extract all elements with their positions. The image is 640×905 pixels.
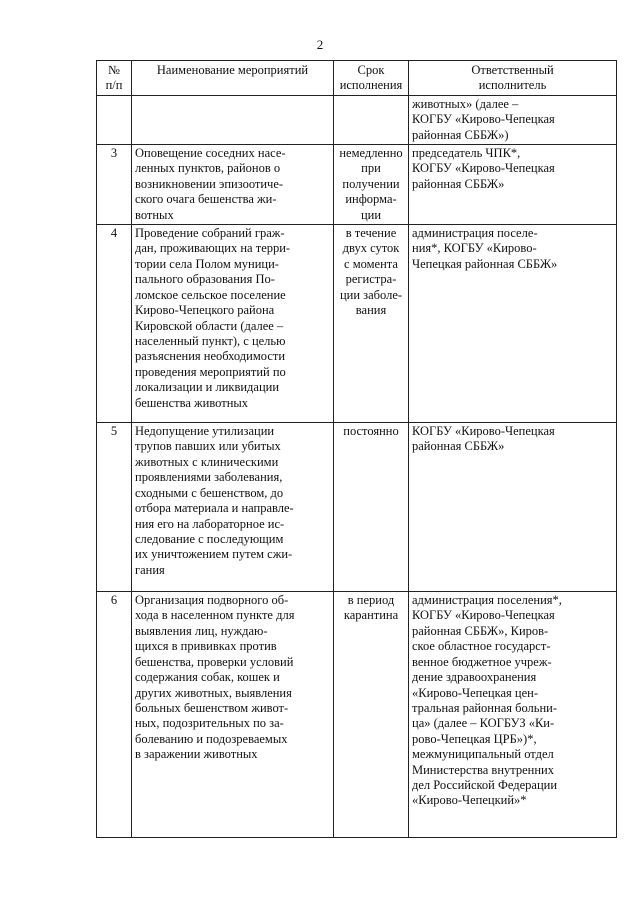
row-responsible: администрация поселения*, КОГБУ «Кирово-Чепецкая районная СББЖ», Киров- ское областное государст- венное бюджетное учреж- дение здравоохранения «Кирово-Чепецкая цен- тральная районная больни- ца» (далее – КОГБУЗ «Ки- рово-Чепецкая ЦРБ»)*, межмуниципальный отдел Министерства внутренних дел Российской Федерации «Кирово-Чепецкий»* [409,592,617,838]
page-number: 2 [316,37,324,52]
row-name: Организация подворного об- хода в населенном пункте для выявления лиц, нуждаю- щихся в прививках против бешенства, проверки условий содержания собак, кошек и других животных, выявления больных бешенством живот- ных, подозрительных по за- болеванию и подозреваемых в заражении животных [132,592,334,838]
row-term: в период карантина [334,592,409,838]
row-name: Проведение собраний граж- дан, проживающих на терри- тории села Полом муници- пального образования По- ломское сельское поселение Кирово-Чепецкого района Кировской области (далее – населенный пункт), с целью разъяснения необходимости проведения мероприятий по локализации и ликвидации бешенства животных [132,225,334,423]
row-name: Оповещение соседних насе- ленных пунктов, районов о возникновении эпизоотиче- ского очага бешенства жи- вотных [132,145,334,225]
table-header-row [97,61,617,96]
row-responsible: председатель ЧПК*, КОГБУ «Кирово-Чепецкая районная СББЖ» [409,145,617,225]
row-responsible: КОГБУ «Кирово-Чепецкая районная СББЖ» [409,423,617,592]
row-number [97,95,132,144]
row-term [334,95,409,144]
table-row [97,225,617,423]
row-number: 6 [97,592,132,838]
row-term: постоянно [334,423,409,592]
row-number: 4 [97,225,132,423]
row-name [132,95,334,144]
row-name: Недопущение утилизации трупов павших или убитых животных с клиническими проявлениями заболевания, сходными с бешенством, до отбора материала и направле- ния его на лабораторное ис- следование с последующим их уничтожением путем сжи- гания [132,423,334,592]
row-number: 5 [97,423,132,592]
row-term: немедленно при получении информа- ции [334,145,409,225]
row-number: 3 [97,145,132,225]
measures-table [96,60,617,838]
header-number: № п/п [97,61,132,96]
header-responsible: Ответственный исполнитель [409,61,617,96]
header-name: Наименование мероприятий [132,61,334,96]
row-responsible: администрация поселе- ния*, КОГБУ «Кирово- Чепецкая районная СББЖ» [409,225,617,423]
table-row [97,592,617,838]
table-row [97,145,617,225]
header-term: Срок исполнения [334,61,409,96]
table-row [97,423,617,592]
row-term: в течение двух суток с момента регистра- ции заболе- вания [334,225,409,423]
table-row [97,95,617,144]
row-responsible: животных» (далее – КОГБУ «Кирово-Чепецкая районная СББЖ») [409,95,617,144]
